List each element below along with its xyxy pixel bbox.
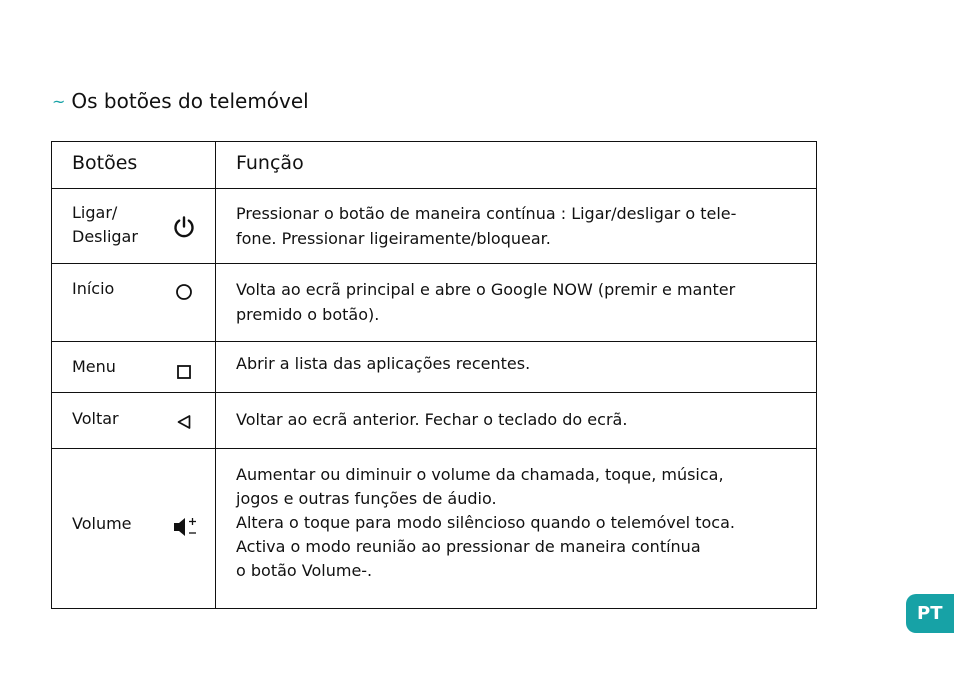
function-text: o botão Volume-. <box>236 561 373 580</box>
section-title-text: Os botões do telemóvel <box>71 89 309 113</box>
function-text: Voltar ao ecrã anterior. Fechar o teclado do ecrã. <box>236 410 628 429</box>
header-buttons: Botões <box>52 142 216 189</box>
section-title <box>52 88 309 116</box>
function-cell <box>216 449 817 609</box>
section-marker: ~ <box>52 92 66 111</box>
table-row <box>52 393 817 449</box>
buttons-table <box>51 141 817 609</box>
function-text: Volta ao ecrã principal e abre o Google NOW (premir e manter <box>236 280 736 299</box>
function-cell <box>216 342 817 393</box>
table-row <box>52 342 817 393</box>
table-row <box>52 449 817 609</box>
power-icon <box>172 215 196 239</box>
function-text: Aumentar ou diminuir o volume da chamada, toque, música, <box>236 465 724 484</box>
button-label: Ligar/ Desligar <box>72 203 138 246</box>
table-row <box>52 264 817 342</box>
function-text: fone. Pressionar ligeiramente/bloquear. <box>236 229 551 248</box>
table-row <box>52 189 817 264</box>
header-function: Função <box>216 142 817 189</box>
function-cell <box>216 189 817 264</box>
button-cell-menu <box>52 342 216 393</box>
back-triangle-icon <box>172 410 196 434</box>
recent-apps-square-icon <box>172 360 196 384</box>
function-text: Activa o modo reunião ao pressionar de maneira contínua <box>236 537 701 556</box>
function-text: Abrir a lista das aplicações recentes. <box>236 354 531 373</box>
button-label: Volume <box>72 514 132 533</box>
button-cell-volume <box>52 449 216 609</box>
home-circle-icon <box>172 280 196 304</box>
button-cell-power <box>52 189 216 264</box>
function-text: premido o botão). <box>236 305 380 324</box>
function-cell <box>216 393 817 449</box>
function-cell <box>216 264 817 342</box>
function-text: Altera o toque para modo silêncioso quando o telemóvel toca. <box>236 513 735 532</box>
button-label: Início <box>72 279 115 298</box>
language-badge: PT <box>906 594 954 633</box>
button-cell-home <box>52 264 216 342</box>
button-label: Menu <box>72 357 116 376</box>
table-header-row <box>52 142 817 189</box>
button-label: Voltar <box>72 409 119 428</box>
function-text: jogos e outras funções de áudio. <box>236 489 497 508</box>
volume-icon <box>172 515 200 539</box>
function-text: Pressionar o botão de maneira contínua : Ligar/desligar o tele- <box>236 204 737 223</box>
button-cell-back <box>52 393 216 449</box>
